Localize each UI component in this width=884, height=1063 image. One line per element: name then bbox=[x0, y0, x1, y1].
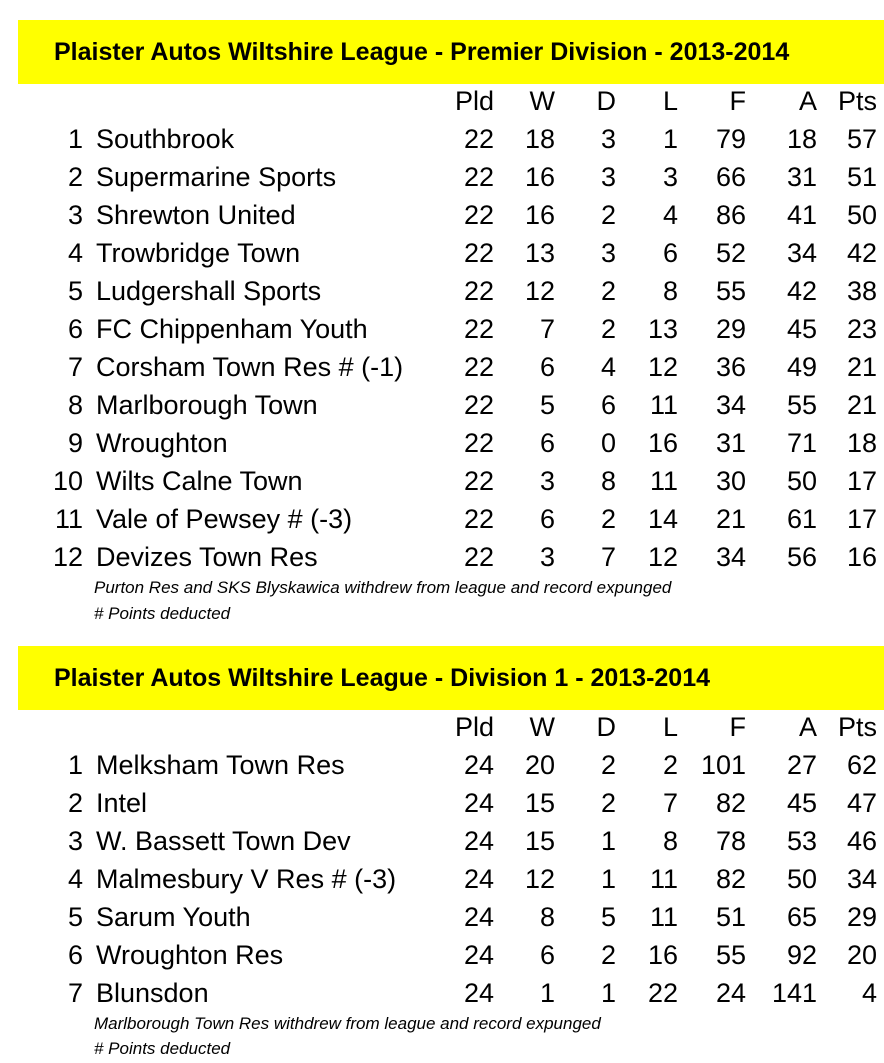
table-row bbox=[0, 386, 884, 424]
drawn: 6 bbox=[600, 390, 616, 420]
played: 22 bbox=[463, 428, 494, 458]
points: 17 bbox=[846, 504, 877, 534]
header-l: L bbox=[662, 86, 678, 116]
drawn: 2 bbox=[600, 788, 616, 818]
withdrawal-note: Purton Res and SKS Blyskawica withdrew from league and record expunged bbox=[94, 578, 672, 597]
won: 3 bbox=[539, 542, 555, 572]
points: 4 bbox=[861, 978, 877, 1008]
played: 22 bbox=[463, 200, 494, 230]
drawn: 2 bbox=[600, 200, 616, 230]
played: 22 bbox=[463, 504, 494, 534]
table-row bbox=[0, 462, 884, 500]
drawn: 8 bbox=[600, 466, 616, 496]
header-pld: Pld bbox=[454, 86, 494, 116]
header-pts: Pts bbox=[837, 86, 877, 116]
team-name: Shrewton United bbox=[96, 200, 296, 230]
table-row bbox=[0, 424, 884, 462]
goals-against: 31 bbox=[786, 162, 817, 192]
position: 9 bbox=[67, 428, 83, 458]
goals-for: 29 bbox=[715, 314, 746, 344]
team-name: Ludgershall Sports bbox=[96, 276, 322, 306]
points: 34 bbox=[846, 864, 877, 894]
points: 18 bbox=[846, 428, 877, 458]
team-name: Melksham Town Res bbox=[96, 750, 345, 780]
table-row bbox=[0, 538, 884, 576]
goals-against: 55 bbox=[786, 390, 817, 420]
points: 29 bbox=[846, 902, 877, 932]
won: 12 bbox=[524, 864, 555, 894]
team-name: Wilts Calne Town bbox=[96, 466, 303, 496]
points: 51 bbox=[846, 162, 877, 192]
position: 6 bbox=[67, 940, 83, 970]
played: 24 bbox=[463, 902, 494, 932]
played: 24 bbox=[463, 978, 494, 1008]
drawn: 0 bbox=[600, 428, 616, 458]
goals-against: 141 bbox=[771, 978, 817, 1008]
position: 10 bbox=[52, 466, 83, 496]
table-row bbox=[0, 120, 884, 158]
table-row bbox=[0, 746, 884, 784]
won: 7 bbox=[539, 314, 555, 344]
points: 16 bbox=[846, 542, 877, 572]
points: 21 bbox=[846, 390, 877, 420]
points: 21 bbox=[846, 352, 877, 382]
goals-against: 27 bbox=[786, 750, 817, 780]
team-name: Intel bbox=[96, 788, 148, 818]
played: 24 bbox=[463, 940, 494, 970]
team-name: Vale of Pewsey # (-3) bbox=[96, 504, 353, 534]
header-pts: Pts bbox=[837, 712, 877, 742]
won: 12 bbox=[524, 276, 555, 306]
position: 2 bbox=[67, 788, 83, 818]
withdrawal-note: Marlborough Town Res withdrew from league and record expunged bbox=[94, 1014, 601, 1033]
position: 5 bbox=[67, 276, 83, 306]
won: 1 bbox=[539, 978, 555, 1008]
lost: 14 bbox=[647, 504, 678, 534]
lost: 11 bbox=[649, 864, 678, 894]
goals-for: 79 bbox=[715, 124, 746, 154]
header-d: D bbox=[596, 86, 616, 116]
header-l: L bbox=[662, 712, 678, 742]
played: 22 bbox=[463, 314, 494, 344]
header-pld: Pld bbox=[454, 712, 494, 742]
table-row bbox=[0, 196, 884, 234]
goals-for: 31 bbox=[715, 428, 746, 458]
position: 2 bbox=[67, 162, 83, 192]
goals-against: 50 bbox=[786, 864, 817, 894]
position: 1 bbox=[67, 750, 83, 780]
header-w: W bbox=[529, 86, 555, 116]
drawn: 2 bbox=[600, 940, 616, 970]
lost: 13 bbox=[647, 314, 678, 344]
team-name: Trowbridge Town bbox=[96, 238, 301, 268]
table-row bbox=[0, 234, 884, 272]
table-row bbox=[0, 272, 884, 310]
points: 46 bbox=[846, 826, 877, 856]
drawn: 2 bbox=[600, 750, 616, 780]
goals-for: 36 bbox=[715, 352, 746, 382]
lost: 22 bbox=[647, 978, 678, 1008]
goals-for: 78 bbox=[715, 826, 746, 856]
drawn: 2 bbox=[600, 314, 616, 344]
header-w: W bbox=[529, 712, 555, 742]
won: 6 bbox=[539, 504, 555, 534]
goals-for: 34 bbox=[715, 390, 746, 420]
points: 38 bbox=[846, 276, 877, 306]
drawn: 1 bbox=[600, 864, 616, 894]
played: 22 bbox=[463, 466, 494, 496]
lost: 11 bbox=[649, 902, 678, 932]
lost: 7 bbox=[662, 788, 678, 818]
goals-for: 51 bbox=[715, 902, 746, 932]
goals-for: 30 bbox=[715, 466, 746, 496]
played: 22 bbox=[463, 542, 494, 572]
won: 15 bbox=[524, 826, 555, 856]
points: 62 bbox=[846, 750, 877, 780]
goals-against: 65 bbox=[786, 902, 817, 932]
goals-against: 56 bbox=[786, 542, 817, 572]
table-row bbox=[0, 860, 884, 898]
points: 20 bbox=[846, 940, 877, 970]
lost: 8 bbox=[662, 826, 678, 856]
header-d: D bbox=[596, 712, 616, 742]
won: 16 bbox=[524, 162, 555, 192]
drawn: 2 bbox=[600, 504, 616, 534]
goals-for: 66 bbox=[715, 162, 746, 192]
premier-division-title: Plaister Autos Wiltshire League - Premier Division - 2013-2014 bbox=[18, 20, 884, 84]
position: 7 bbox=[67, 978, 83, 1008]
goals-for: 21 bbox=[715, 504, 746, 534]
team-name: FC Chippenham Youth bbox=[96, 314, 368, 344]
goals-against: 45 bbox=[786, 788, 817, 818]
drawn: 2 bbox=[600, 276, 616, 306]
header-f: F bbox=[729, 712, 746, 742]
points: 23 bbox=[846, 314, 877, 344]
team-name: Marlborough Town bbox=[96, 390, 318, 420]
won: 8 bbox=[539, 902, 555, 932]
position: 11 bbox=[54, 504, 83, 534]
goals-for: 82 bbox=[715, 788, 746, 818]
table-row bbox=[0, 898, 884, 936]
lost: 1 bbox=[662, 124, 678, 154]
goals-for: 101 bbox=[700, 750, 746, 780]
table-row bbox=[0, 822, 884, 860]
drawn: 4 bbox=[600, 352, 616, 382]
played: 22 bbox=[463, 124, 494, 154]
played: 22 bbox=[463, 276, 494, 306]
premier-header-row bbox=[0, 82, 884, 120]
points-deducted-note: # Points deducted bbox=[94, 1039, 231, 1058]
team-name: Southbrook bbox=[96, 124, 235, 154]
team-name: Blunsdon bbox=[96, 978, 209, 1008]
table-row bbox=[0, 974, 884, 1012]
team-name: Wroughton bbox=[96, 428, 228, 458]
played: 22 bbox=[463, 238, 494, 268]
won: 3 bbox=[539, 466, 555, 496]
table-row bbox=[0, 310, 884, 348]
position: 8 bbox=[67, 390, 83, 420]
table-row bbox=[0, 348, 884, 386]
lost: 16 bbox=[647, 428, 678, 458]
team-name: Sarum Youth bbox=[96, 902, 251, 932]
team-name: Wroughton Res bbox=[96, 940, 284, 970]
won: 6 bbox=[539, 428, 555, 458]
goals-for: 52 bbox=[715, 238, 746, 268]
goals-for: 82 bbox=[715, 864, 746, 894]
played: 22 bbox=[463, 162, 494, 192]
played: 24 bbox=[463, 864, 494, 894]
goals-against: 53 bbox=[786, 826, 817, 856]
lost: 6 bbox=[662, 238, 678, 268]
lost: 11 bbox=[649, 466, 678, 496]
played: 22 bbox=[463, 390, 494, 420]
goals-against: 41 bbox=[786, 200, 817, 230]
team-name: Malmesbury V Res # (-3) bbox=[96, 864, 397, 894]
points-deducted-note: # Points deducted bbox=[94, 604, 231, 623]
header-a: A bbox=[798, 712, 817, 742]
lost: 12 bbox=[647, 542, 678, 572]
drawn: 3 bbox=[600, 162, 616, 192]
position: 1 bbox=[67, 124, 83, 154]
position: 4 bbox=[67, 238, 83, 268]
drawn: 1 bbox=[600, 826, 616, 856]
won: 20 bbox=[524, 750, 555, 780]
lost: 16 bbox=[647, 940, 678, 970]
won: 15 bbox=[524, 788, 555, 818]
goals-against: 92 bbox=[786, 940, 817, 970]
drawn: 1 bbox=[600, 978, 616, 1008]
played: 24 bbox=[463, 750, 494, 780]
goals-against: 71 bbox=[786, 428, 817, 458]
position: 12 bbox=[52, 542, 83, 572]
played: 24 bbox=[463, 788, 494, 818]
table-row bbox=[0, 784, 884, 822]
goals-against: 61 bbox=[786, 504, 817, 534]
goals-for: 24 bbox=[715, 978, 746, 1008]
table-row bbox=[0, 936, 884, 974]
table-row bbox=[0, 500, 884, 538]
drawn: 7 bbox=[600, 542, 616, 572]
goals-against: 50 bbox=[786, 466, 817, 496]
position: 6 bbox=[67, 314, 83, 344]
lost: 4 bbox=[662, 200, 678, 230]
won: 6 bbox=[539, 352, 555, 382]
won: 5 bbox=[539, 390, 555, 420]
goals-against: 34 bbox=[786, 238, 817, 268]
lost: 11 bbox=[649, 390, 678, 420]
points: 57 bbox=[846, 124, 877, 154]
won: 18 bbox=[524, 124, 555, 154]
points: 42 bbox=[846, 238, 877, 268]
drawn: 5 bbox=[600, 902, 616, 932]
team-name: Supermarine Sports bbox=[96, 162, 337, 192]
goals-for: 55 bbox=[715, 940, 746, 970]
points: 50 bbox=[846, 200, 877, 230]
position: 3 bbox=[67, 200, 83, 230]
lost: 12 bbox=[647, 352, 678, 382]
goals-against: 45 bbox=[786, 314, 817, 344]
played: 22 bbox=[463, 352, 494, 382]
won: 6 bbox=[539, 940, 555, 970]
goals-against: 42 bbox=[786, 276, 817, 306]
lost: 3 bbox=[662, 162, 678, 192]
points: 47 bbox=[846, 788, 877, 818]
table-row bbox=[0, 158, 884, 196]
drawn: 3 bbox=[600, 238, 616, 268]
lost: 8 bbox=[662, 276, 678, 306]
team-name: Devizes Town Res bbox=[96, 542, 318, 572]
header-f: F bbox=[729, 86, 746, 116]
position: 7 bbox=[67, 352, 83, 382]
won: 16 bbox=[524, 200, 555, 230]
division-1-header-row bbox=[0, 708, 884, 746]
position: 4 bbox=[67, 864, 83, 894]
won: 13 bbox=[524, 238, 555, 268]
position: 3 bbox=[67, 826, 83, 856]
team-name: Corsham Town Res # (-1) bbox=[96, 352, 404, 382]
goals-for: 34 bbox=[715, 542, 746, 572]
points: 17 bbox=[846, 466, 877, 496]
goals-against: 49 bbox=[786, 352, 817, 382]
lost: 2 bbox=[662, 750, 678, 780]
goals-against: 18 bbox=[786, 124, 817, 154]
goals-for: 86 bbox=[715, 200, 746, 230]
drawn: 3 bbox=[600, 124, 616, 154]
played: 24 bbox=[463, 826, 494, 856]
position: 5 bbox=[67, 902, 83, 932]
goals-for: 55 bbox=[715, 276, 746, 306]
team-name: W. Bassett Town Dev bbox=[96, 826, 351, 856]
header-a: A bbox=[798, 86, 817, 116]
division-1-title: Plaister Autos Wiltshire League - Division 1 - 2013-2014 bbox=[18, 646, 884, 710]
